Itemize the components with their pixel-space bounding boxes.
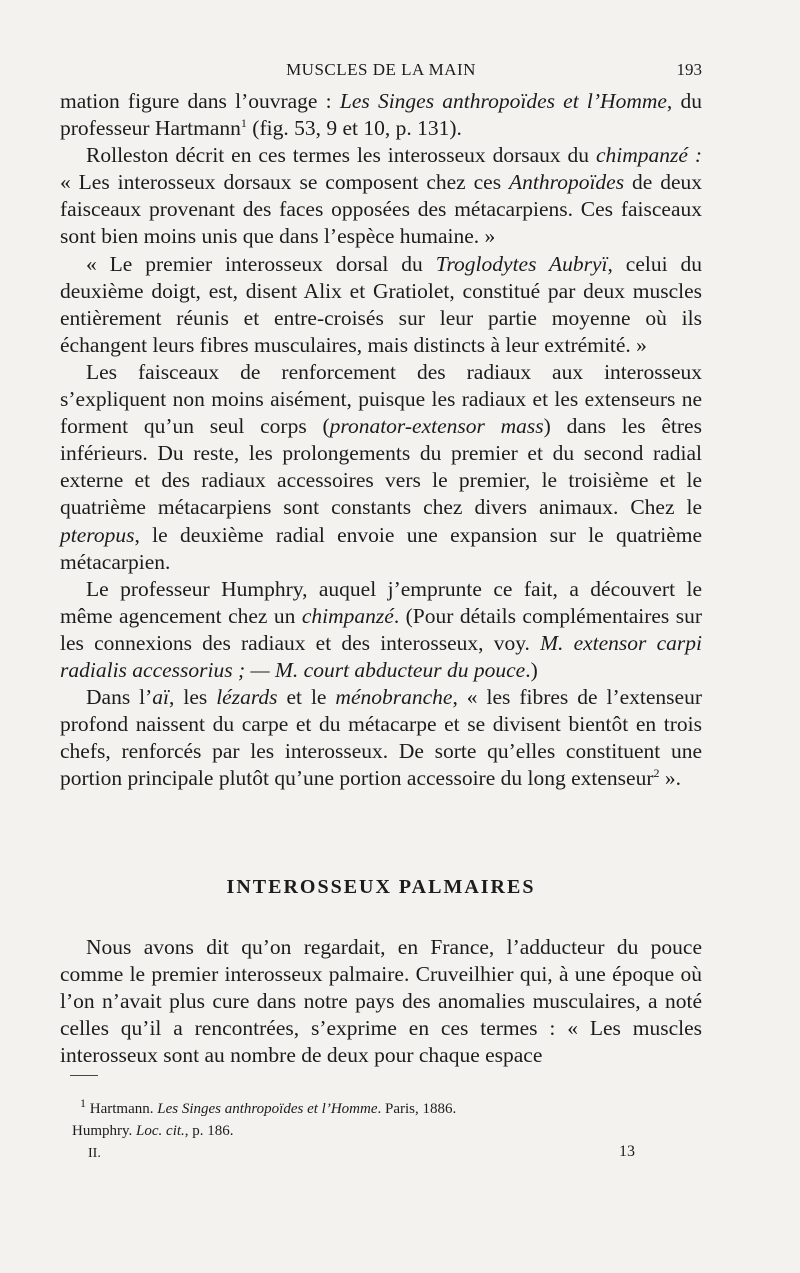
page-header (60, 56, 702, 86)
footnote-ref-1: 1 (240, 115, 247, 130)
main-text (60, 88, 702, 792)
footnote-1: $^1$ Hartmann. Les Singes anthropoïdes et l’Homme. Paris, 1886. (80, 1096, 457, 1117)
section-text (60, 934, 702, 1069)
paragraph-1: mation figure dans l’ouvrage : Les Singes anthropoïdes et l’Homme, du professeur Hartmann$^1$ (fig. 53, 9 et 10, p. 131). (60, 89, 703, 141)
running-title: MUSCLES DE LA MAIN (286, 60, 476, 79)
footnote-rule (70, 1075, 98, 1076)
paragraph-2: Rolleston décrit en ces termes les interosseux dorsaux du chimpanzé : « Les interosseux dorsaux se composent chez ces Anthropoïdes de deux faisceaux provenant des faces opposées des métacarpiens. Ces faisceaux sont bien moins unis que dans l’espèce humaine. » (60, 143, 702, 249)
page-number: 193 (676, 60, 702, 79)
volume-signature: II. (88, 1146, 101, 1161)
footnotes (72, 1096, 680, 1142)
section-heading: INTEROSSEUX PALMAIRES (226, 876, 536, 898)
section-paragraph-1: Nous avons dit qu’on regardait, en France, l’adducteur du pouce comme le premier interosseux palmaire. Cruveilhier qui, à une époque où l’on n’avait plus cure dans notre pays des anomalies musculaires, a noté celles qu’il a rencontrées, s’exprime en ces termes : « Les muscles interosseux sont au nombre de deux pour chaque espace (60, 935, 702, 1068)
paragraph-5: Le professeur Humphry, auquel j’emprunte ce fait, a découvert le même agencement chez un chimpanzé. (Pour détails complémentaires sur les connexions des radiaux et des interosseux, voy. M. extensor carpi radialis accessorius ; — M. court abducteur du pouce.) (60, 576, 702, 682)
footnote-2: Humphry. Loc. cit., p. 186. (72, 1123, 234, 1139)
paragraph-6: Dans l’aï, les lézards et le ménobranche, « les fibres de l’extenseur profond naissent du carpe et du métacarpe et se divisent bientôt en trois chefs, renforcés par les interosseux. De sorte qu’elles constituent une portion principale plutôt qu’une portion accessoire du long extenseur$^2$ ». (60, 685, 702, 791)
paragraph-3: « Le premier interosseux dorsal du Troglodytes Aubryï, celui du deuxième doigt, est, disent Alix et Gratiolet, constitué par deux muscles entièrement réunis et entre-croisés sur leur partie moyenne où ils échangent leurs fibres musculaires, mais distincts à leur extrémité. » (60, 251, 702, 357)
sheet-signature: 13 (619, 1143, 635, 1160)
paragraph-4: Les faisceaux de renforcement des radiaux aux interosseux s’expliquent non moins aisément, puisque les radiaux et les extenseurs ne forment qu’un seul corps (pronator-extensor mass) dans les êtres inférieurs. Du reste, les prolongements du premier et du second radial externe et des radiaux accessoires vers le premier, le troisième et le quatrième métacarpiens sont constants chez divers animaux. Chez le pteropus, le deuxième radial envoie une expansion sur le quatrième métacarpien. (60, 359, 702, 574)
footnote-ref-2: 2 (653, 766, 660, 781)
